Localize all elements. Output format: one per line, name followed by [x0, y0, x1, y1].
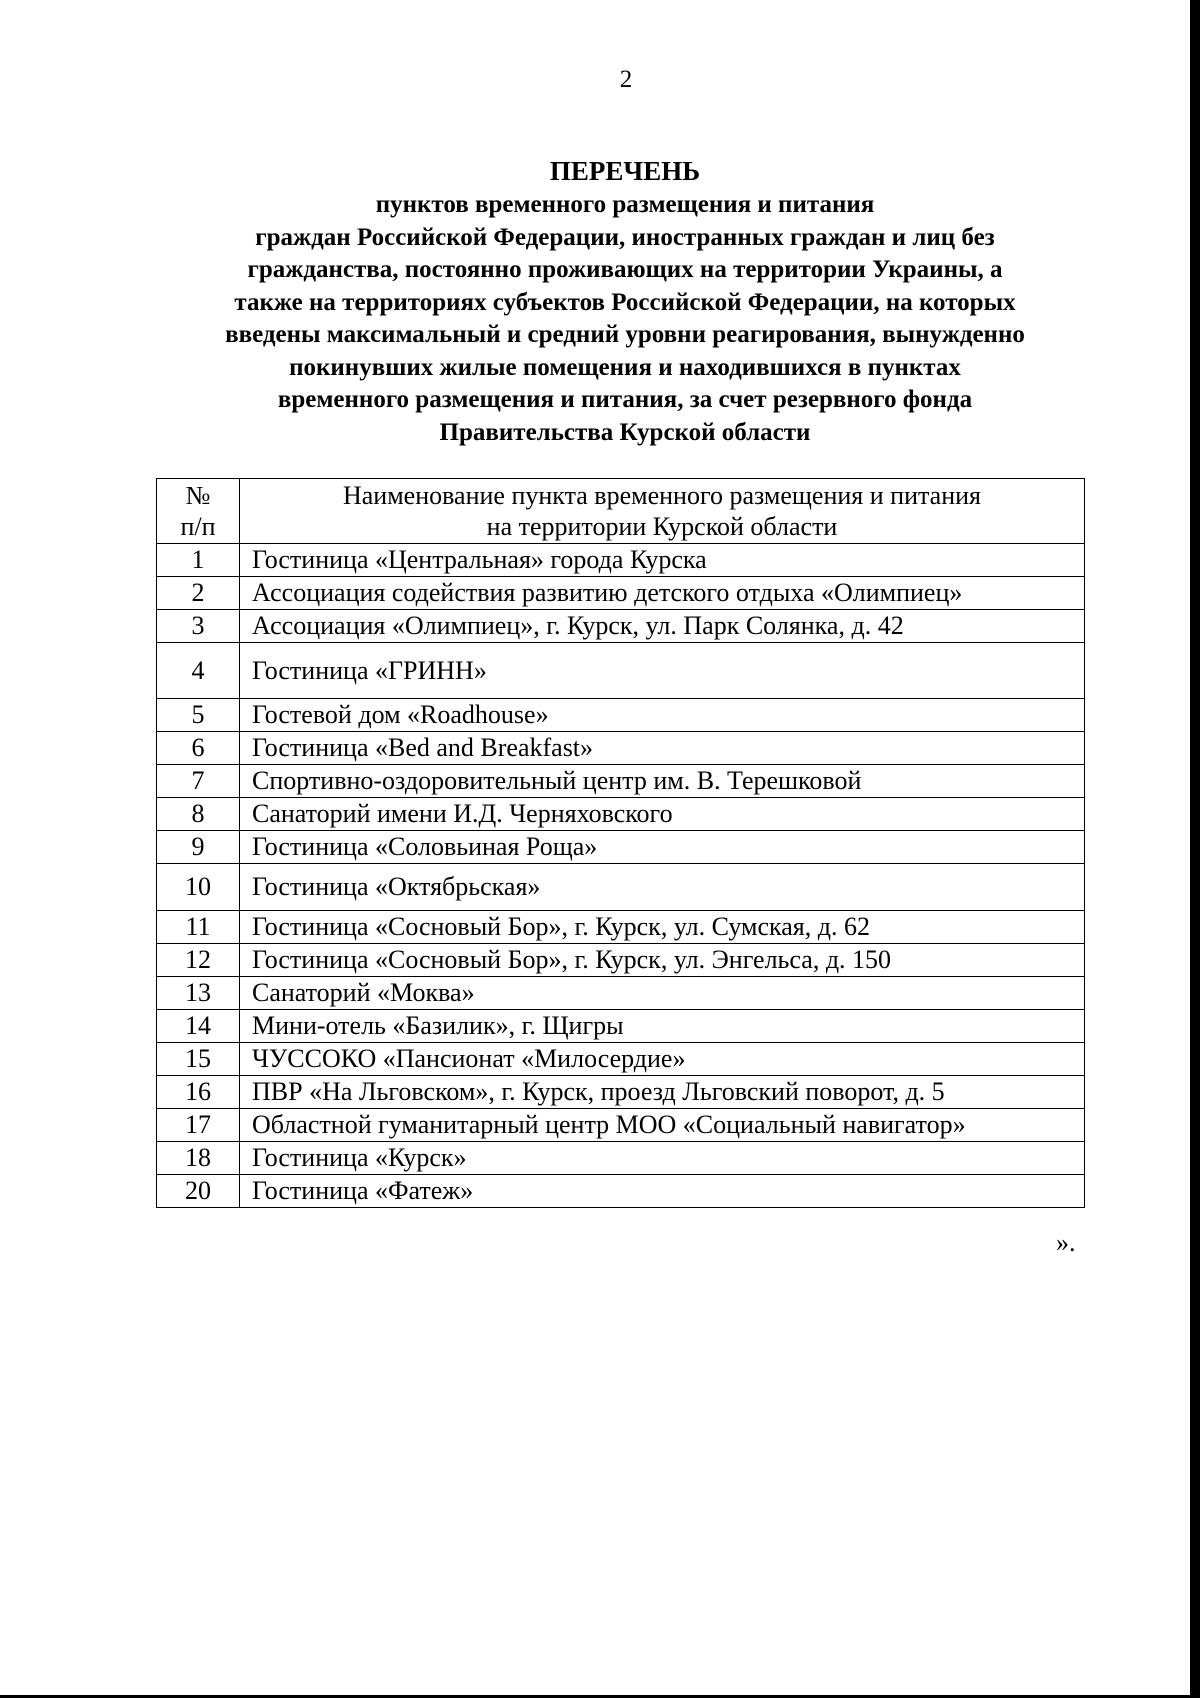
facilities-table	[156, 478, 1085, 1208]
row-facility-name: Гостиница «Октябрьская»	[240, 864, 1085, 911]
row-facility-name: Гостиница «Фатеж»	[240, 1175, 1085, 1208]
row-facility-name: Гостиница «Bed and Breakfast»	[240, 732, 1085, 765]
row-number: 2	[157, 577, 240, 610]
closing-quote-mark: ».	[1056, 1228, 1076, 1257]
document-subtitle: пунктов временного размещения и питания граждан Российской Федерации, иностранных граждан и лиц без гражданства, постоянно проживающих на территории Украины, а также на территориях субъектов Российской Федерации, на которых введены максимальный и средний уровни реагирования, вынужденно покинувших жилые помещения и находившихся в пунктах временного размещения и питания, за счет резервного фонда Правительства Курской области	[225, 191, 1025, 446]
row-number: 16	[157, 1076, 240, 1109]
row-number: 18	[157, 1142, 240, 1175]
column-header-name-line2: на территории Курской области	[486, 512, 838, 541]
table-row	[157, 977, 1085, 1010]
row-number: 20	[157, 1175, 240, 1208]
row-facility-name: Гостиница «Соловьиная Роща»	[240, 831, 1085, 864]
table-row	[157, 831, 1085, 864]
row-facility-name: Спортивно-оздоровительный центр им. В. Терешковой	[240, 765, 1085, 798]
row-facility-name: Гостиница «Сосновый Бор», г. Курск, ул. Сумская, д. 62	[240, 911, 1085, 944]
table-row	[157, 864, 1085, 911]
row-facility-name: Гостиница «Курск»	[240, 1142, 1085, 1175]
row-number: 12	[157, 944, 240, 977]
column-header-name-line1: Наименование пункта временного размещения и питания	[342, 481, 981, 510]
table-row	[157, 643, 1085, 699]
document-title: ПЕРЕЧЕНЬ	[549, 156, 701, 186]
table-header-row	[157, 479, 1085, 544]
row-number: 17	[157, 1109, 240, 1142]
row-facility-name: ЧУССОКО «Пансионат «Милосердие»	[240, 1043, 1085, 1076]
table-row	[157, 732, 1085, 765]
table-row	[157, 610, 1085, 643]
row-facility-name: Ассоциация содействия развитию детского отдыха «Олимпиец»	[240, 577, 1085, 610]
scan-border-right	[1190, 0, 1200, 1698]
table-row	[157, 765, 1085, 798]
row-facility-name: Санаторий имени И.Д. Черняховского	[240, 798, 1085, 831]
table-row	[157, 944, 1085, 977]
table-row	[157, 577, 1085, 610]
column-header-name	[240, 479, 1085, 544]
row-number: 10	[157, 864, 240, 911]
row-number: 3	[157, 610, 240, 643]
table-row	[157, 798, 1085, 831]
row-number: 6	[157, 732, 240, 765]
table-row	[157, 699, 1085, 732]
row-facility-name: Мини-отель «Базилик», г. Щигры	[240, 1010, 1085, 1043]
row-number: 1	[157, 544, 240, 577]
row-number: 7	[157, 765, 240, 798]
table-row	[157, 911, 1085, 944]
table-row	[157, 1175, 1085, 1208]
column-header-number-line2: п/п	[180, 512, 216, 541]
table-row	[157, 544, 1085, 577]
row-facility-name: Гостиница «Сосновый Бор», г. Курск, ул. Энгельса, д. 150	[240, 944, 1085, 977]
table-row	[157, 1043, 1085, 1076]
page-number: 2	[619, 66, 633, 93]
table-row	[157, 1010, 1085, 1043]
table-row	[157, 1076, 1085, 1109]
document-heading	[150, 154, 1100, 449]
table-row	[157, 1109, 1085, 1142]
row-number: 8	[157, 798, 240, 831]
row-number: 13	[157, 977, 240, 1010]
row-facility-name: Областной гуманитарный центр МОО «Социальный навигатор»	[240, 1109, 1085, 1142]
column-header-number-line1: №	[185, 481, 211, 510]
column-header-number	[157, 479, 240, 544]
table-row	[157, 1142, 1085, 1175]
row-number: 14	[157, 1010, 240, 1043]
row-number: 15	[157, 1043, 240, 1076]
row-facility-name: Гостевой дом «Roadhouse»	[240, 699, 1085, 732]
row-number: 5	[157, 699, 240, 732]
row-number: 9	[157, 831, 240, 864]
row-facility-name: Гостиница «ГРИНН»	[240, 643, 1085, 699]
row-facility-name: Гостиница «Центральная» города Курска	[240, 544, 1085, 577]
row-facility-name: Ассоциация «Олимпиец», г. Курск, ул. Парк Солянка, д. 42	[240, 610, 1085, 643]
row-number: 4	[157, 643, 240, 699]
row-facility-name: Санаторий «Моква»	[240, 977, 1085, 1010]
row-facility-name: ПВР «На Льговском», г. Курск, проезд Льговский поворот, д. 5	[240, 1076, 1085, 1109]
row-number: 11	[157, 911, 240, 944]
